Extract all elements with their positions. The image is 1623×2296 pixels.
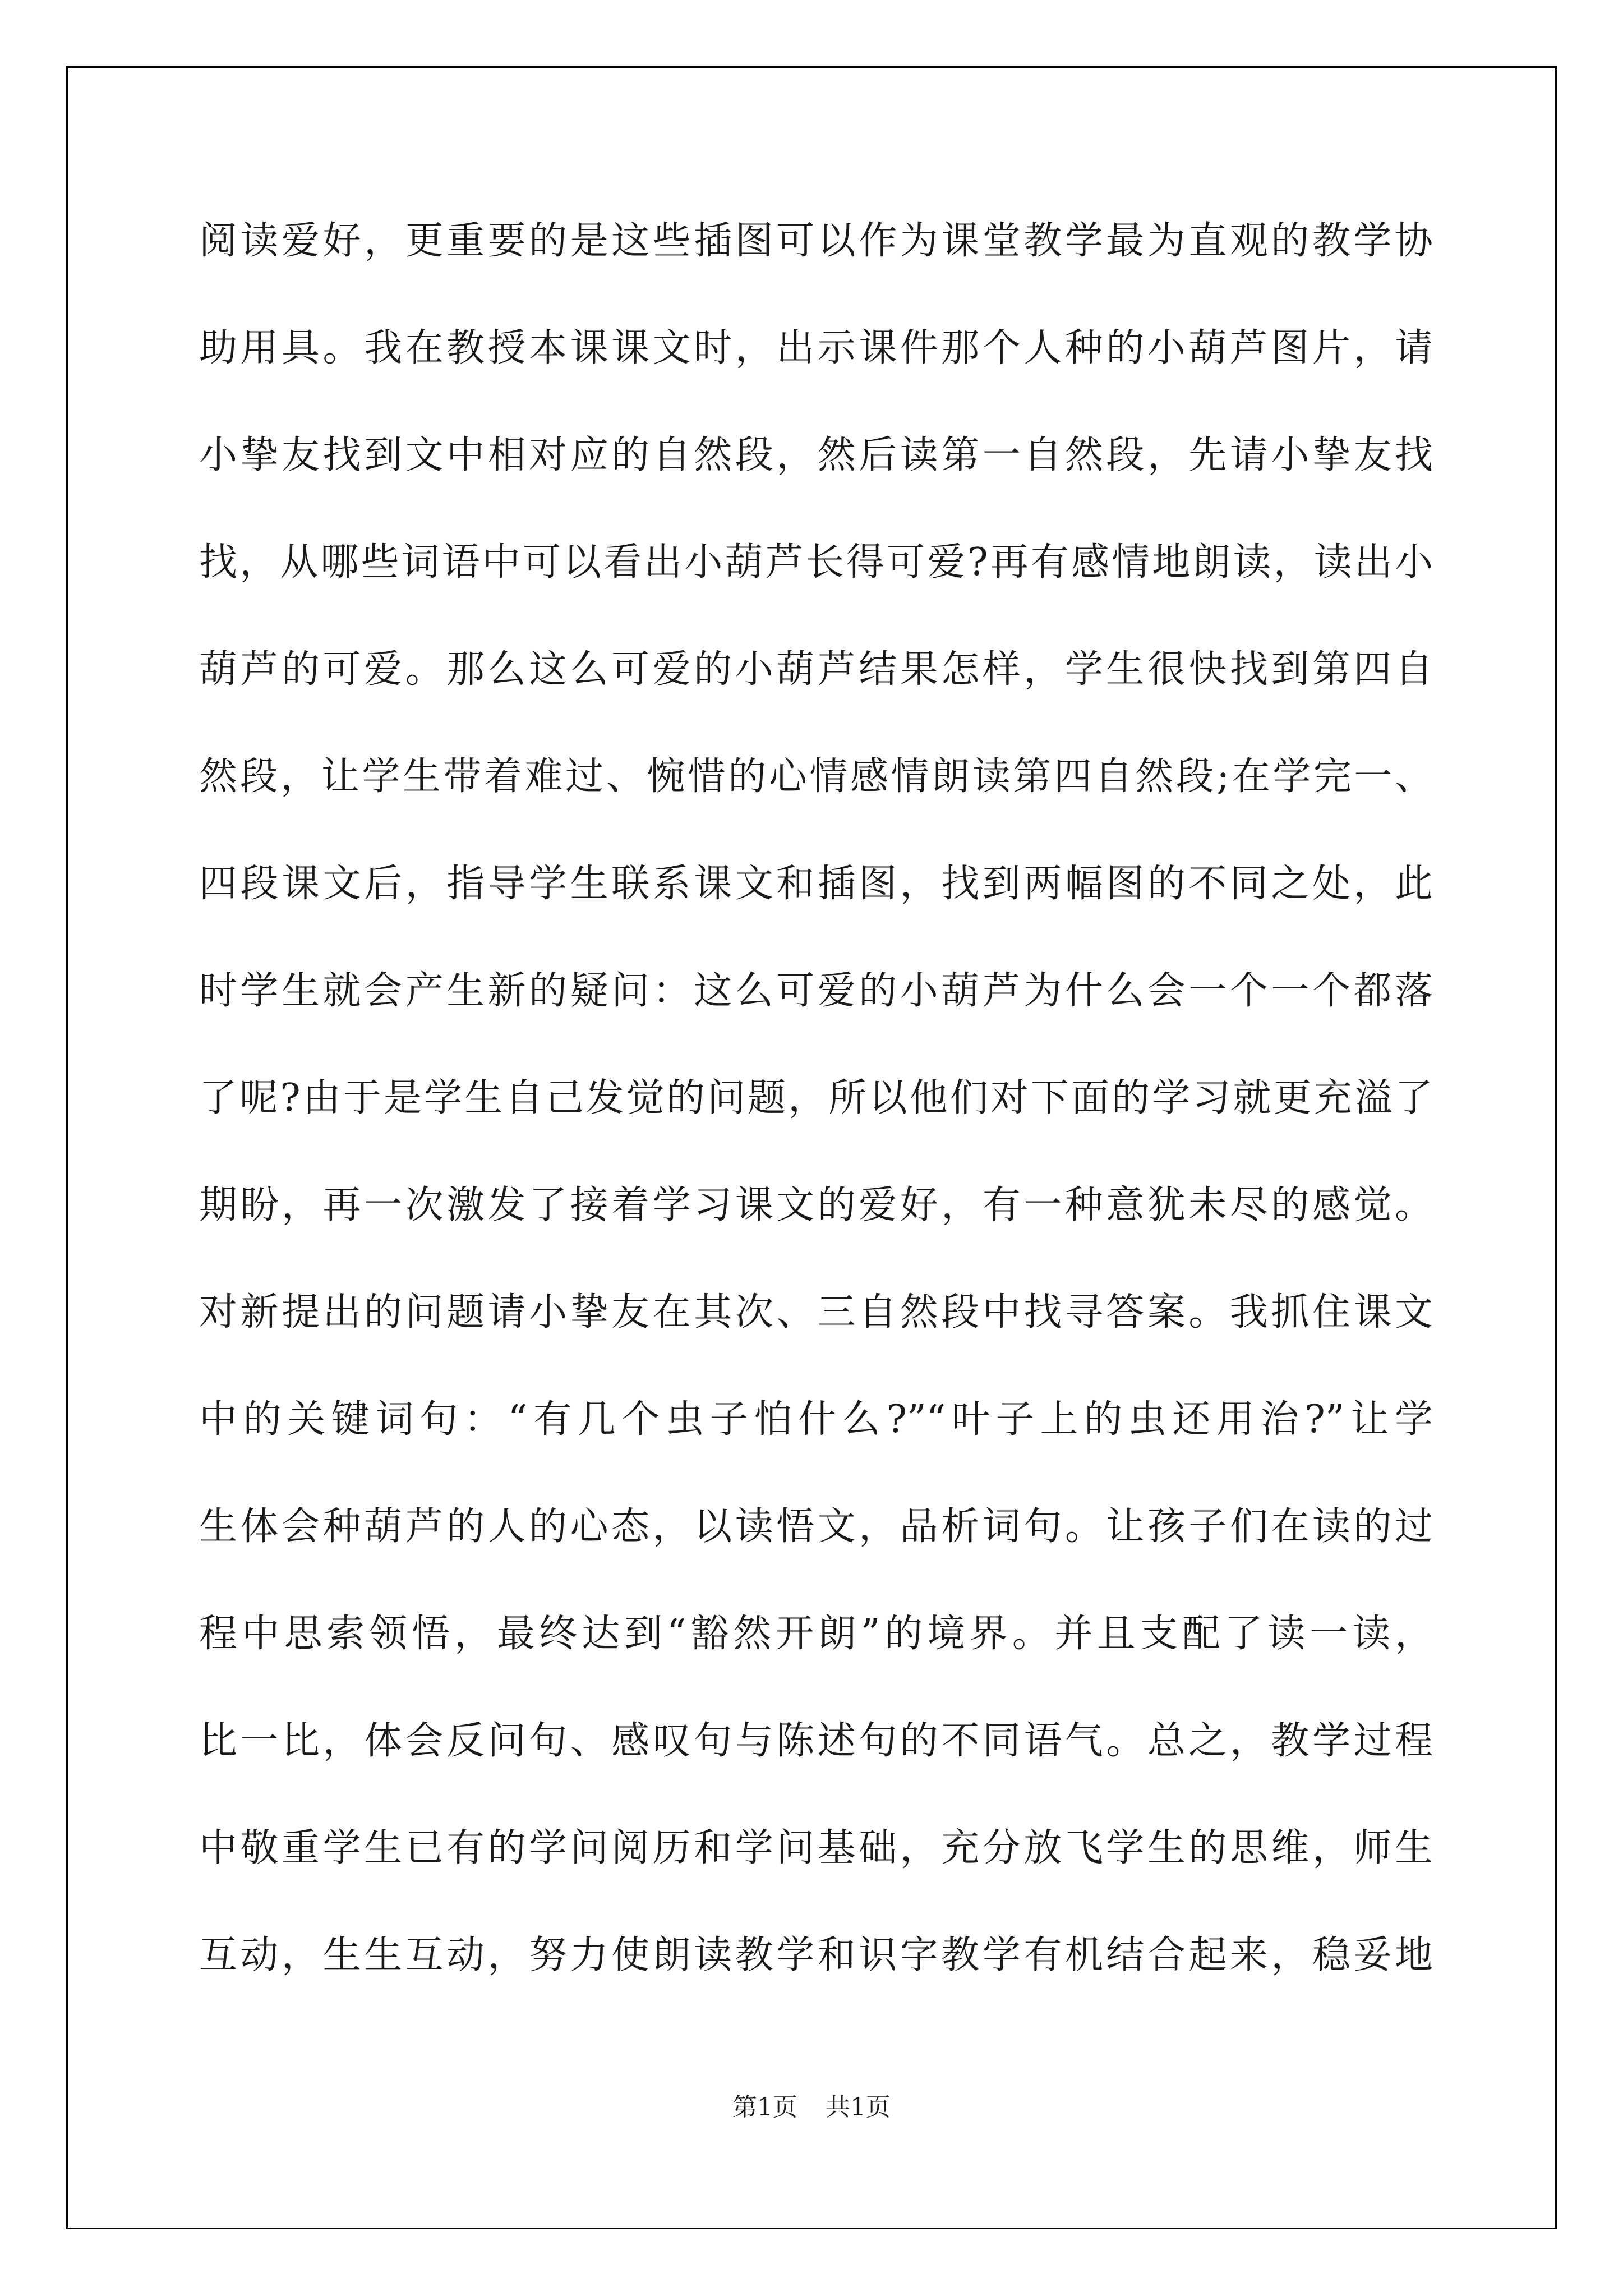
text-line: 比一比，体会反问句、感叹句与陈述句的不同语气。总之，教学过程: [199, 1719, 1433, 1763]
document-body: [199, 213, 1433, 2035]
page-number-current: 第1页: [732, 2093, 797, 2122]
text-line: 中的关键词句：“有几个虫子怕什么?”“叶子上的虫还用治?”让学: [199, 1397, 1433, 1442]
text-line: 找，从哪些词语中可以看出小葫芦长得可爱?再有感情地朗读，读出小: [199, 540, 1433, 585]
page-number-total: 共1页: [826, 2093, 891, 2122]
text-line: 葫芦的可爱。那么这么可爱的小葫芦结果怎样，学生很快找到第四自: [199, 647, 1433, 692]
page-footer: [0, 2087, 1623, 2123]
text-line: 对新提出的问题请小挚友在其次、三自然段中找寻答案。我抓住课文: [199, 1290, 1433, 1335]
text-line: 互动，生生互动，努力使朗读教学和识字教学有机结合起来，稳妥地: [199, 1933, 1433, 1977]
text-line: 中敬重学生已有的学问阅历和学问基础，充分放飞学生的思维，师生: [199, 1826, 1433, 1870]
text-line: 生体会种葫芦的人的心态，以读悟文，品析词句。让孩子们在读的过: [199, 1504, 1433, 1549]
text-line: 期盼，再一次激发了接着学习课文的爱好，有一种意犹未尽的感觉。: [199, 1183, 1433, 1227]
text-line: 助用具。我在教授本课课文时，出示课件那个人种的小葫芦图片，请: [199, 326, 1433, 370]
text-line: 小挚友找到文中相对应的自然段，然后读第一自然段，先请小挚友找: [199, 433, 1433, 477]
text-line: 然段，让学生带着难过、惋惜的心情感情朗读第四自然段;在学完一、: [199, 754, 1433, 799]
text-line: 了呢?由于是学生自己发觉的问题，所以他们对下面的学习就更充溢了: [199, 1076, 1433, 1120]
text-line: 四段课文后，指导学生联系课文和插图，找到两幅图的不同之处，此: [199, 862, 1433, 906]
text-line: 阅读爱好，更重要的是这些插图可以作为课堂教学最为直观的教学协: [199, 219, 1433, 263]
text-line: 时学生就会产生新的疑问：这么可爱的小葫芦为什么会一个一个都落: [199, 969, 1433, 1013]
text-line: 程中思索领悟，最终达到“豁然开朗”的境界。并且支配了读一读，: [199, 1612, 1433, 1656]
